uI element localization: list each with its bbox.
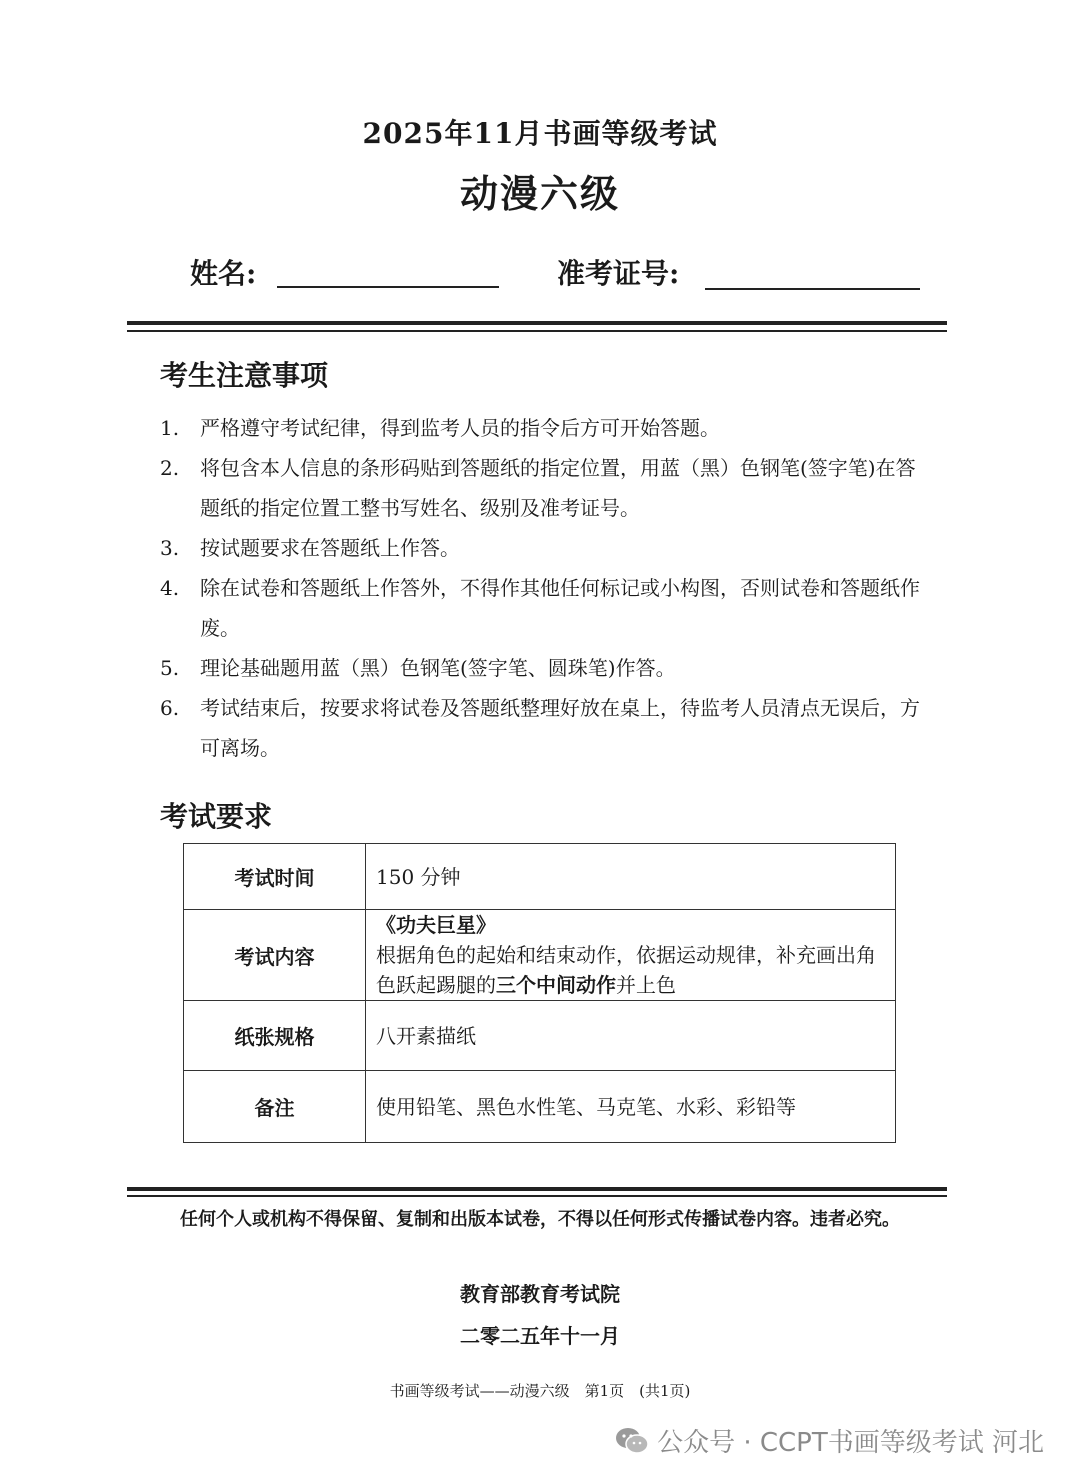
requirements-heading: 考试要求 [160, 800, 273, 833]
wechat-watermark [615, 1422, 1044, 1459]
footer-divider-bottom [127, 1195, 947, 1197]
watermark-text: 公众号 · CCPT书画等级考试 河北 [657, 1428, 1044, 1458]
notice-item [160, 688, 930, 768]
paper-value: 八开素描纸 [366, 1001, 896, 1071]
content-text-a: 根据角色的起始和结束动作，依据运动规律，补充画出角色跃起踢腿的 [376, 943, 876, 997]
table-row [184, 910, 896, 1001]
issue-date: 二零二五年十一月 [460, 1324, 620, 1348]
notice-item-number: 2. [160, 456, 180, 480]
notice-item-text: 考试结束后，按要求将试卷及答题纸整理好放在桌上，待监考人员清点无误后，方可离场。 [200, 696, 920, 760]
notice-list [160, 408, 930, 768]
notice-item-text: 严格遵守考试纪律，得到监考人员的指令后方可开始答题。 [200, 416, 720, 440]
remarks-value: 使用铅笔、黑色水性笔、马克笔、水彩、彩铅等 [366, 1071, 896, 1143]
notice-item [160, 648, 930, 688]
table-row [184, 1071, 896, 1143]
notice-item [160, 448, 930, 528]
paper-label: 纸张规格 [184, 1001, 366, 1071]
notice-item-text: 按试题要求在答题纸上作答。 [200, 536, 460, 560]
notice-item-number: 1. [160, 416, 180, 440]
copyright-warning: 任何个人或机构不得保留、复制和出版本试卷，不得以任何形式传播试卷内容。违者必究。 [180, 1209, 900, 1230]
name-blank-line[interactable] [277, 286, 499, 288]
page-footer: 书画等级考试——动漫六级 第1页 (共1页) [389, 1382, 691, 1400]
table-row [184, 844, 896, 910]
footer-divider-top [127, 1187, 947, 1191]
notice-item-text: 将包含本人信息的条形码贴到答题纸的指定位置，用蓝（黑）色钢笔(签字笔)在答题纸的指定位置工整书写姓名、级别及准考证号。 [200, 456, 916, 520]
issuer-org: 教育部教育考试院 [460, 1282, 620, 1306]
notice-item-number: 5. [160, 656, 180, 680]
notice-item [160, 408, 930, 448]
notice-item [160, 528, 930, 568]
notice-item-number: 6. [160, 696, 180, 720]
notice-item-text: 除在试卷和答题纸上作答外，不得作其他任何标记或小构图，否则试卷和答题纸作废。 [200, 576, 920, 640]
notice-item [160, 568, 930, 648]
content-text-b: 并上色 [616, 973, 676, 997]
notice-heading: 考生注意事项 [160, 359, 329, 392]
notice-item-text: 理论基础题用蓝（黑）色钢笔(签字笔、圆珠笔)作答。 [200, 656, 676, 680]
notice-item-number: 3. [160, 536, 180, 560]
content-label: 考试内容 [184, 910, 366, 1001]
content-description [376, 940, 885, 1000]
header-divider-bottom [127, 330, 947, 332]
exam-id-label: 准考证号: [557, 257, 680, 290]
remarks-label: 备注 [184, 1071, 366, 1143]
exam-level-title: 动漫六级 [459, 171, 620, 216]
content-text-bold: 三个中间动作 [496, 973, 616, 997]
table-row [184, 1001, 896, 1071]
exam-id-blank-line[interactable] [705, 288, 920, 290]
content-value [366, 910, 896, 1001]
time-value: 150 分钟 [366, 844, 896, 910]
header-divider-top [127, 321, 947, 325]
name-label: 姓名: [190, 257, 257, 290]
content-title: 《功夫巨星》 [376, 913, 496, 937]
exam-title: 2025年11月书画等级考试 [362, 117, 718, 150]
requirements-table [183, 843, 896, 1143]
time-label: 考试时间 [184, 844, 366, 910]
notice-item-number: 4. [160, 576, 180, 600]
wechat-icon [615, 1426, 649, 1456]
